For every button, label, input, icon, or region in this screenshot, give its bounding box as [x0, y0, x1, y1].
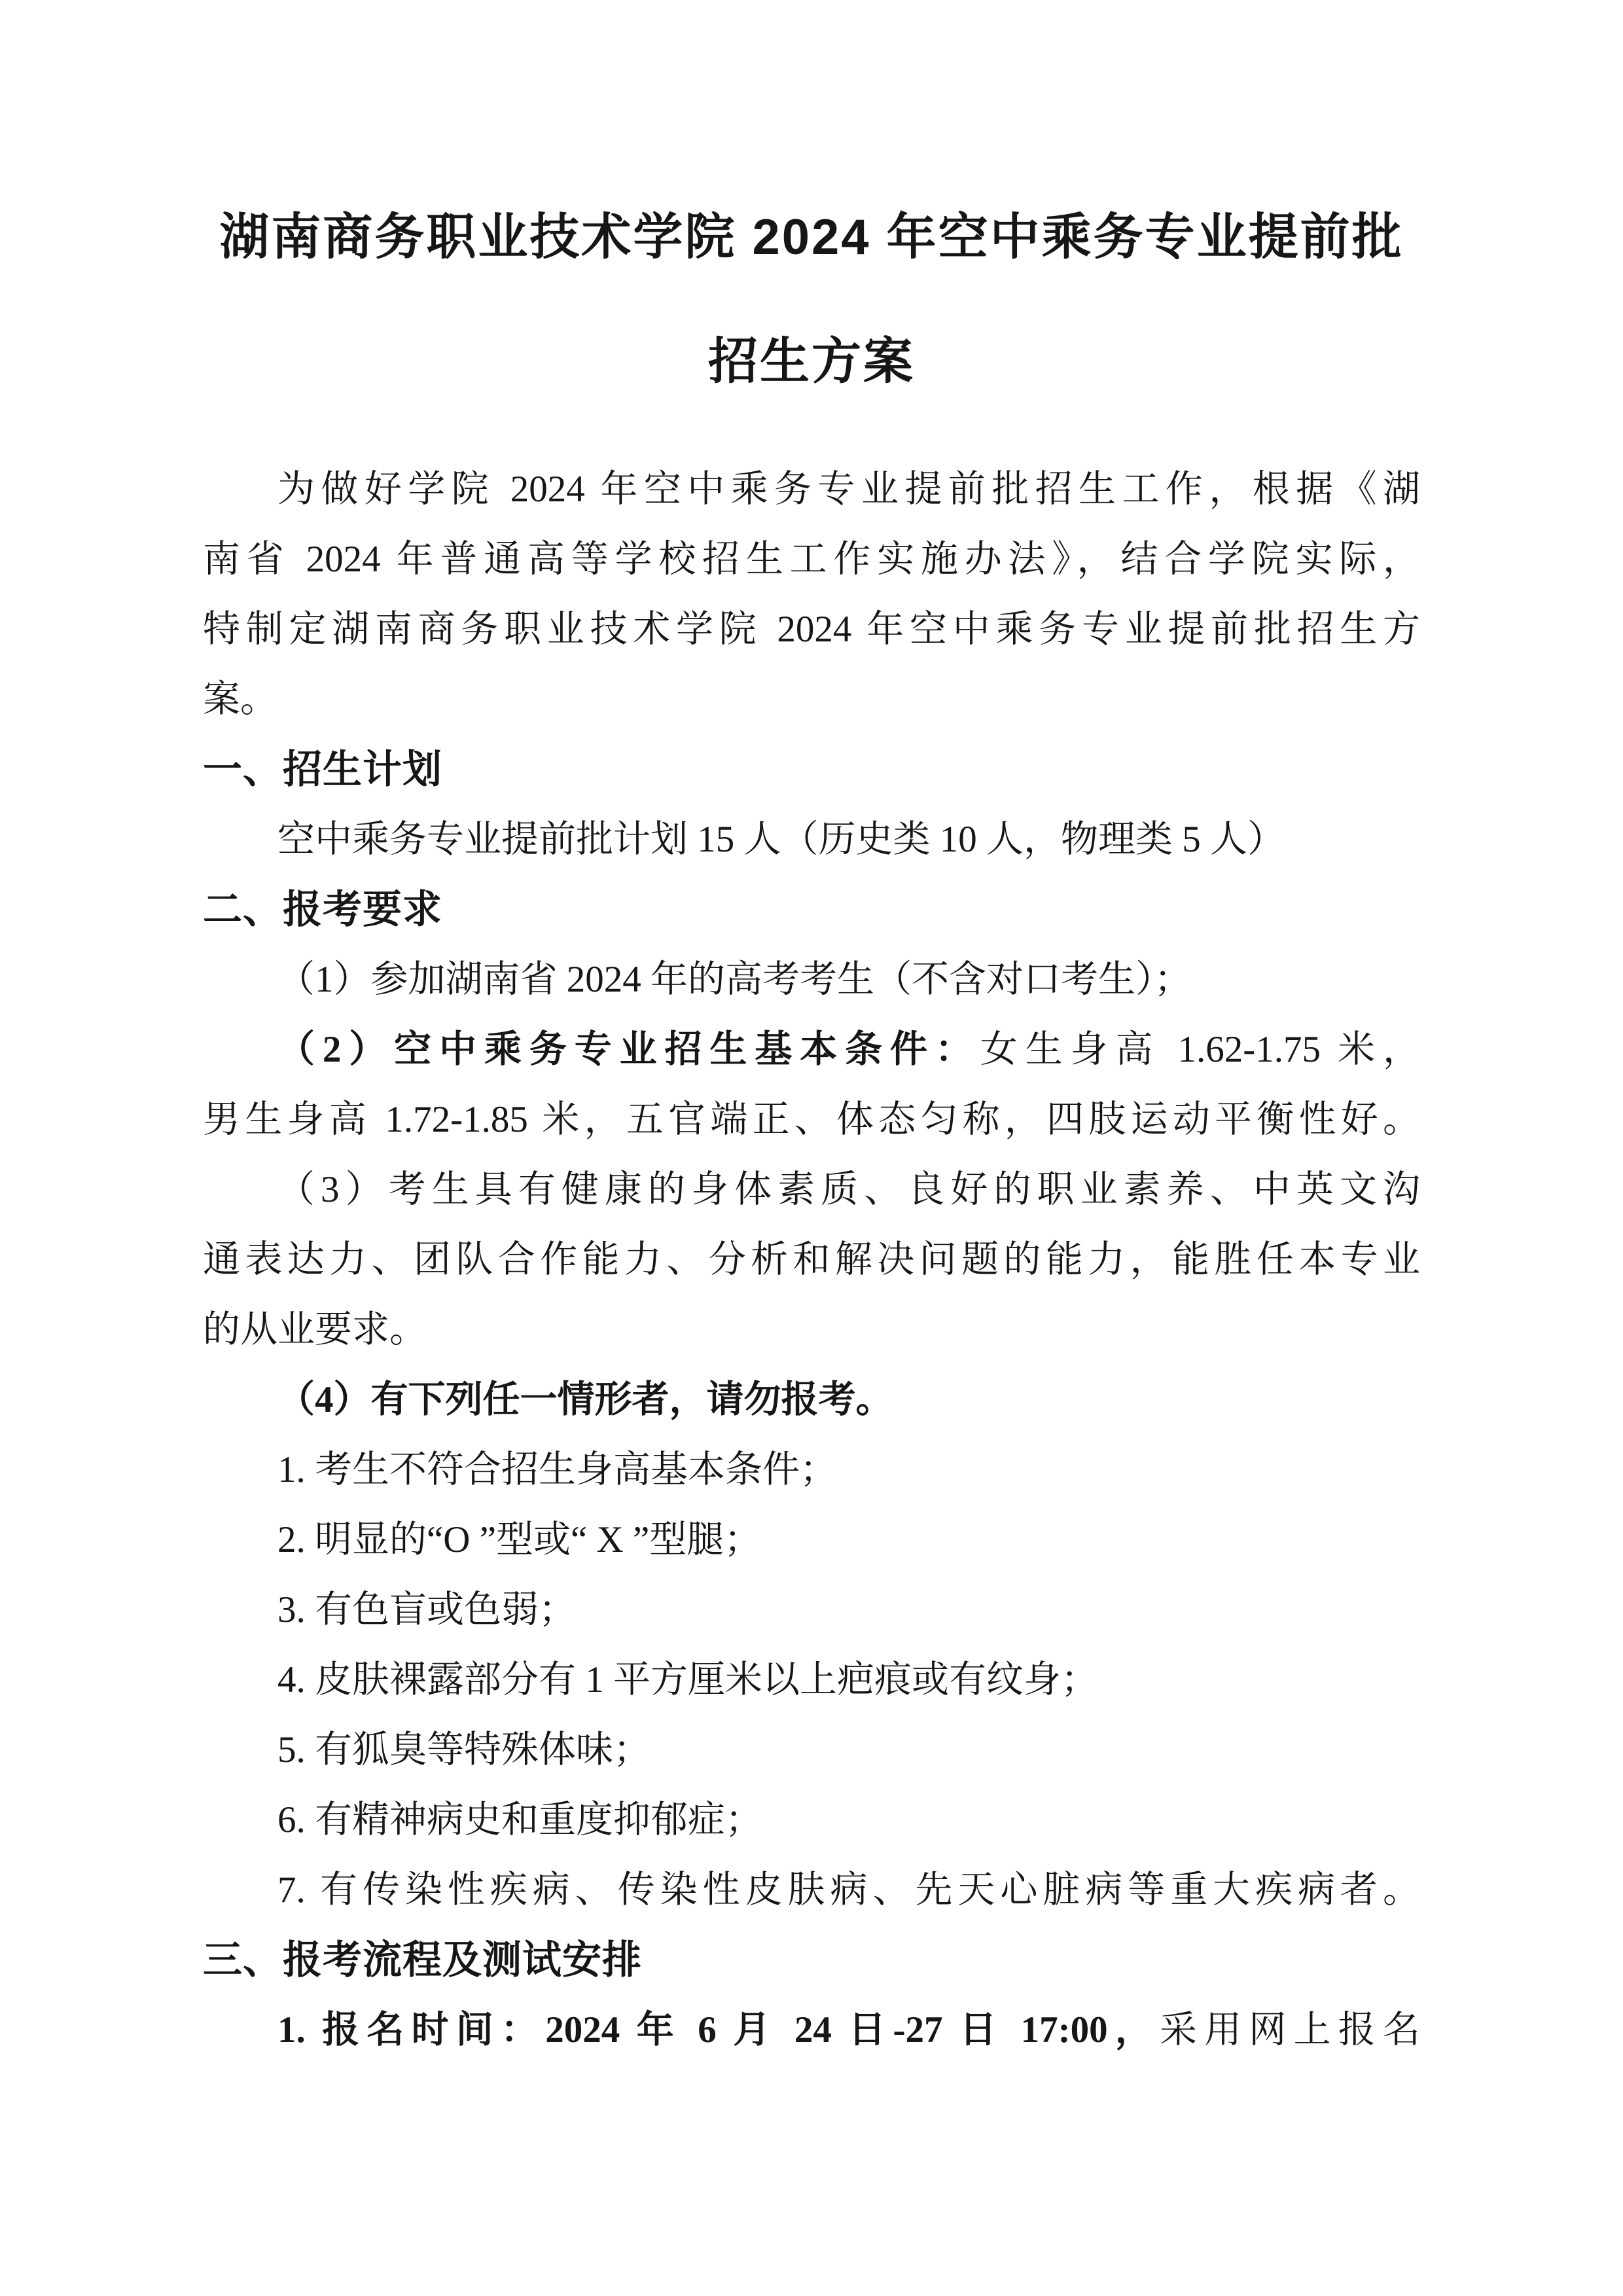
registration-time-bold-run: 1. 报名时间：2024 年 6 月 24 日-27 日 17:00， — [277, 2009, 1160, 2051]
intro-line-4: 案。 — [203, 679, 277, 720]
doc-title-line-1: 湖南商务职业技术学院 2024 年空中乘务专业提前批 — [219, 209, 1404, 265]
requirement-item-2-line-1 — [203, 1014, 1420, 1085]
requirement-item-3-line-1: （3）考生具有健康的身体素质、良好的职业素养、中英文沟 — [277, 1169, 1420, 1210]
registration-time-regular-run: 采用网上报名 — [1160, 2009, 1420, 2051]
intro-line-3: 特制定湖南商务职业技术学院 2024 年空中乘务专业提前批招生方 — [203, 609, 1420, 650]
condition-item-5: 5. 有狐臭等特殊体味； — [277, 1729, 651, 1770]
section-1-heading: 一、招生计划 — [203, 747, 442, 791]
intro-line-1: 为做好学院 2024 年空中乘务专业提前批招生工作，根据《湖 — [277, 469, 1420, 510]
section-3-heading: 三、报考流程及测试安排 — [203, 1938, 642, 1982]
requirement-item-2-line-2: 男生身高 1.72-1.85 米，五官端正、体态匀称，四肢运动平衡性好。 — [203, 1099, 1420, 1140]
document-body — [203, 454, 1420, 2065]
condition-item-3: 3. 有色盲或色弱； — [277, 1589, 576, 1630]
condition-item-6: 6. 有精神病史和重度抑郁症； — [277, 1799, 762, 1840]
condition-item-2: 2. 明显的“O ”型或“ X ”型腿； — [277, 1519, 762, 1560]
condition-item-4: 4. 皮肤裸露部分有 1 平方厘米以上疤痕或有纹身； — [277, 1659, 1098, 1700]
section-1-plan-line: 空中乘务专业提前批计划 15 人（历史类 10 人，物理类 5 人） — [277, 819, 1285, 860]
condition-item-7: 7. 有传染性疾病、传染性皮肤病、先天心脏病等重大疾病者。 — [277, 1869, 1420, 1910]
requirement-item-2-regular-run: 女生身高 1.62-1.75 米， — [980, 1029, 1421, 1070]
condition-item-1: 1. 考生不符合招生身高基本条件； — [277, 1449, 837, 1490]
requirement-item-3-line-3: 的从业要求。 — [203, 1309, 427, 1350]
requirement-item-4-bold-line: （4）有下列任一情形者，请勿报考。 — [277, 1379, 893, 1420]
doc-title-line-2: 招生方案 — [708, 334, 915, 389]
registration-time-line — [203, 1995, 1420, 2065]
section-2-heading: 二、报考要求 — [203, 888, 442, 931]
requirement-item-1: （1）参加湖南省 2024 年的高考考生（不含对口考生）； — [277, 959, 1192, 1000]
requirement-item-2-bold-run: （2）空中乘务专业招生基本条件： — [277, 1029, 980, 1070]
requirement-item-3-line-2: 通表达力、团队合作能力、分析和解决问题的能力，能胜任本专业 — [203, 1239, 1420, 1280]
intro-line-2: 南省 2024 年普通高等学校招生工作实施办法》，结合学院实际， — [203, 539, 1420, 580]
